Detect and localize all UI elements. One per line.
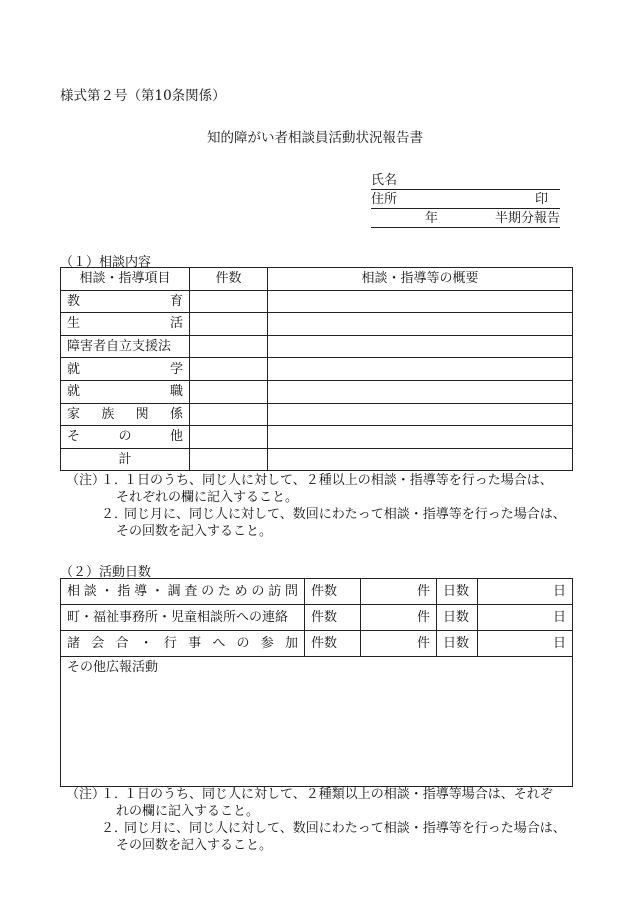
activity-label <box>61 579 305 605</box>
table-row <box>61 448 573 471</box>
note-text: １日のうち、同じ人に対して、２種以上の相談・指導等を行った場合は、 <box>124 473 553 488</box>
days-value-cell[interactable]: 日 <box>478 605 573 631</box>
item-label-char: 活 <box>169 316 183 332</box>
address-label: 住所 <box>371 192 398 207</box>
item-label-char: ・ <box>139 635 153 651</box>
name-label: 氏名 <box>371 173 398 188</box>
item-label-char: ・ <box>100 583 114 599</box>
item-label-char: ・ <box>150 583 164 599</box>
document-title: 知的障がい者相談員活動状況報告書 <box>207 130 423 146</box>
item-label-char: 指 <box>117 583 131 599</box>
year-label: 年 <box>425 211 439 226</box>
item-label-char: 査 <box>184 583 198 599</box>
item-label-char: 参 <box>260 635 274 651</box>
item-label-char: 族 <box>101 406 115 422</box>
item-label <box>61 448 190 471</box>
item-label-char: 家 <box>67 406 81 422</box>
item-label-char: 相 <box>67 583 81 599</box>
column-header-count: 件数 <box>190 268 268 291</box>
count-cell[interactable] <box>190 335 268 358</box>
item-label <box>61 335 190 358</box>
item-label-char: 導 <box>134 583 148 599</box>
table-row <box>61 426 573 449</box>
count-value-cell[interactable]: 件 <box>361 579 437 605</box>
item-label-char: 教 <box>67 293 81 309</box>
table-row <box>61 335 573 358</box>
item-label-char: め <box>234 583 248 599</box>
days-label: 日数 <box>437 579 478 605</box>
note-text: 同じ月に、同じ人に対して、数回にわたって相談・指導等を行った場合は、 <box>124 507 566 522</box>
item-label-char: 訪 <box>268 583 282 599</box>
item-label-char: 係 <box>169 406 183 422</box>
item-label-char: 障害者自立支援法 <box>67 339 172 355</box>
section2-notes <box>66 786 576 856</box>
address-field[interactable] <box>371 189 560 209</box>
note-number: ２． <box>101 821 128 836</box>
summary-cell[interactable] <box>268 403 573 426</box>
activity-label <box>61 631 305 657</box>
note-text: 同じ月に、同じ人に対して、数回にわたって相談・指導等を行った場合は、 <box>124 821 566 836</box>
item-label-char: 学 <box>169 361 183 377</box>
section1-notes <box>66 472 576 542</box>
count-value-cell[interactable]: 件 <box>361 605 437 631</box>
item-label-char: 事 <box>188 635 202 651</box>
summary-cell[interactable] <box>268 335 573 358</box>
item-label-char: の <box>201 583 215 599</box>
table-row <box>61 358 573 381</box>
note-number: １． <box>101 473 128 488</box>
item-label-char: 問 <box>284 583 298 599</box>
item-label-char: の <box>236 635 250 651</box>
item-label <box>61 403 190 426</box>
form-number: 様式第２号（第10条関係） <box>60 88 226 104</box>
period-label: 半期分報告 <box>494 211 560 226</box>
item-label <box>61 358 190 381</box>
item-label-char: の <box>251 583 265 599</box>
section2-heading: （２）活動日数 <box>60 565 152 580</box>
note-text: その回数を記入すること。 <box>116 838 273 853</box>
note-text: その回数を記入すること。 <box>116 524 273 539</box>
table-header-row <box>61 268 573 291</box>
item-label-char: 就 <box>67 361 81 377</box>
count-cell[interactable] <box>190 358 268 381</box>
item-label-char: 会 <box>91 635 105 651</box>
note-number: ２． <box>101 507 128 522</box>
item-label <box>61 426 190 449</box>
section1-heading: （１）相談内容 <box>60 255 152 270</box>
item-label-char: 行 <box>163 635 177 651</box>
item-label-char: 育 <box>169 293 183 309</box>
days-label: 日数 <box>437 605 478 631</box>
activity-label <box>61 605 305 631</box>
count-cell[interactable] <box>190 380 268 403</box>
summary-cell[interactable] <box>268 380 573 403</box>
count-label: 件数 <box>305 605 361 631</box>
count-label: 件数 <box>305 631 361 657</box>
note-number: １． <box>101 787 128 802</box>
table-row <box>61 631 573 657</box>
note-text: それぞれの欄に記入すること。 <box>116 490 299 505</box>
item-label-char: そ <box>67 429 81 445</box>
other-activities-label: その他広報活動 <box>67 660 159 675</box>
item-label-char: 諸 <box>67 635 81 651</box>
count-label: 件数 <box>305 579 361 605</box>
note-marker: （注） <box>66 787 106 802</box>
item-label-char: 職 <box>169 384 183 400</box>
note-text: れの欄に記入すること。 <box>116 804 260 819</box>
table-row <box>61 313 573 336</box>
note-marker: （注） <box>66 473 106 488</box>
item-label-char: 他 <box>169 429 183 445</box>
table-row <box>61 290 573 313</box>
name-field[interactable] <box>371 170 560 190</box>
item-label-char: の <box>118 429 132 445</box>
count-cell[interactable] <box>190 426 268 449</box>
item-label <box>61 313 190 336</box>
table-row <box>61 403 573 426</box>
item-label-char: た <box>217 583 231 599</box>
column-header-summary: 相談・指導等の概要 <box>268 268 573 291</box>
days-value-cell[interactable]: 日 <box>478 631 573 657</box>
activity-table <box>60 578 573 787</box>
count-cell[interactable] <box>190 313 268 336</box>
table-row <box>61 605 573 631</box>
period-field[interactable] <box>371 208 560 228</box>
summary-cell[interactable] <box>268 313 573 336</box>
summary-cell[interactable] <box>268 290 573 313</box>
item-label <box>61 290 190 313</box>
count-cell[interactable] <box>190 290 268 313</box>
item-label <box>61 380 190 403</box>
summary-cell[interactable] <box>268 448 573 471</box>
summary-cell[interactable] <box>268 358 573 381</box>
item-label-char: 調 <box>167 583 181 599</box>
note-text: １日のうち、同じ人に対して、２種類以上の相談・指導等場合は、それぞ <box>124 787 553 802</box>
consultation-table <box>60 267 573 471</box>
count-cell[interactable] <box>190 448 268 471</box>
item-label-char: 合 <box>115 635 129 651</box>
other-activities-cell[interactable] <box>61 657 573 787</box>
item-label-char: 就 <box>67 384 81 400</box>
count-value-cell[interactable]: 件 <box>361 631 437 657</box>
item-label-char: 計 <box>118 452 132 468</box>
item-label-char: 町・福祉事務所・児童相談所への連絡 <box>67 609 289 625</box>
column-header-item: 相談・指導項目 <box>61 268 190 291</box>
seal-label: 印 <box>534 192 548 207</box>
summary-cell[interactable] <box>268 426 573 449</box>
item-label-char: 加 <box>284 635 298 651</box>
table-row <box>61 579 573 605</box>
days-label: 日数 <box>437 631 478 657</box>
other-activities-row <box>61 657 573 787</box>
item-label-char: へ <box>212 635 226 651</box>
table-row <box>61 380 573 403</box>
days-value-cell[interactable]: 日 <box>478 579 573 605</box>
count-cell[interactable] <box>190 403 268 426</box>
item-label-char: 談 <box>83 583 97 599</box>
item-label-char: 生 <box>67 316 81 332</box>
item-label-char: 関 <box>135 406 149 422</box>
